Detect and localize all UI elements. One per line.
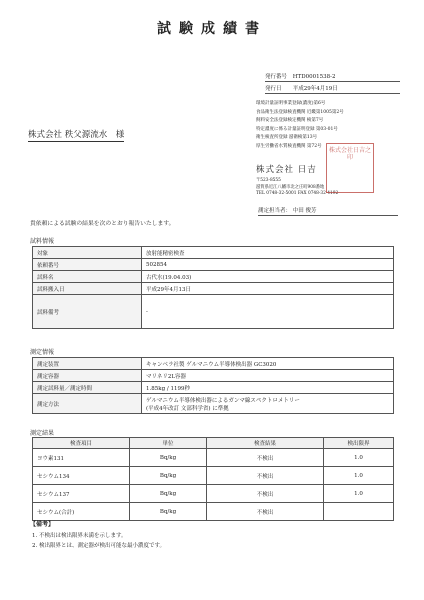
table-value: 放射能精密検査 [142, 247, 394, 259]
issue-date-label: 発行日 [265, 86, 282, 92]
measurement-info-table [32, 357, 394, 414]
table-cell: Bq/kg [130, 449, 207, 467]
manager-label: 測定担当者： [258, 208, 292, 214]
table-row [33, 283, 394, 295]
registration-item: 衛生検査所登録 滋衛検第13号 [256, 135, 318, 140]
table-row [33, 467, 394, 485]
table-value [142, 394, 394, 414]
table-value: マリネリ2L容器 [142, 370, 394, 382]
column-header: 単位 [130, 438, 207, 449]
registration-item: 食品衛生法登録検査機関 近畿第1005第2号 [256, 109, 344, 115]
table-value: 平成29年4月13日 [142, 283, 394, 295]
table-row [33, 382, 394, 394]
column-header: 検査結果 [207, 438, 324, 449]
table-value: 1.85kg / 1199秒 [142, 382, 394, 394]
table-value: - [142, 295, 394, 329]
table-cell: 不検出 [207, 485, 324, 503]
table-key: 試料名 [33, 271, 142, 283]
document-title: 試験成績書 [157, 21, 267, 37]
registration-item: 特定濃度に係る計量証明登録 第03-01号 [256, 126, 338, 132]
results-heading: 測定結果 [30, 430, 55, 437]
manager-name: 中田 俊芳 [292, 208, 317, 214]
table-row [33, 247, 394, 259]
table-row [33, 370, 394, 382]
results-table [32, 437, 394, 521]
table-cell: 不検出 [207, 503, 324, 521]
table-row [33, 358, 394, 370]
table-key: 試料備考 [33, 295, 142, 329]
company-seal: 株式会社日吉之印 [326, 143, 374, 193]
sample-info-heading: 試料情報 [30, 238, 55, 245]
issue-date-row [265, 84, 400, 94]
table-row [33, 394, 394, 414]
column-header: 検出限界 [324, 438, 394, 449]
client-name: 株式会社 秩父源流水 様 [28, 130, 125, 140]
company-address: 滋賀県近江八幡市北之庄町908番地 [256, 185, 325, 190]
sample-info-table [32, 246, 394, 329]
table-cell: セシウム(合計) [33, 503, 130, 521]
table-header-row [33, 438, 394, 449]
table-cell: 1.0 [324, 485, 394, 503]
table-key: 測定試料量／測定時間 [33, 382, 142, 394]
table-row [33, 449, 394, 467]
table-key: 測定容器 [33, 370, 142, 382]
table-row [33, 271, 394, 283]
table-cell: 不検出 [207, 467, 324, 485]
table-cell: Bq/kg [130, 467, 207, 485]
manager-row [258, 206, 398, 216]
table-key: 対象 [33, 247, 142, 259]
table-row [33, 485, 394, 503]
table-key: 依頼番号 [33, 259, 142, 271]
method-line: (平成4年改訂 文部科学省) に準拠 [146, 405, 229, 412]
table-cell: 1.0 [324, 467, 394, 485]
table-key: 測定方法 [33, 394, 142, 414]
table-cell: Bq/kg [130, 503, 207, 521]
registration-item: 環境計量証明事業登録(濃度)第6号 [256, 101, 326, 106]
intro-text: 貴依頼による試験の結果を次のとおり報告いたします。 [30, 221, 175, 227]
measurement-info-heading: 測定情報 [30, 349, 55, 356]
table-value: 502854 [142, 259, 394, 271]
table-cell: Bq/kg [130, 485, 207, 503]
table-value: 古代水(19.04.03) [142, 271, 394, 283]
issue-number-label: 発行番号 [265, 74, 288, 80]
method-line: ゲルマニウム半導体検出器によるガンマ線スペクトロメトリー [146, 397, 300, 404]
registration-item: 厚生労働省水質検査機関 第72号 [256, 143, 322, 149]
issue-number-row [265, 72, 400, 82]
company-tel: TEL 0748-32-5001 FAX 0748-32-4192 [256, 191, 339, 196]
note-item: 2. 検出限界とは、測定器が検出可能な最小濃度です。 [32, 543, 166, 549]
table-row [33, 503, 394, 521]
table-row [33, 295, 394, 329]
note-item: 1. 不検出は検出限界未満を示します。 [32, 533, 127, 539]
column-header: 検査項目 [33, 438, 130, 449]
registration-item: 飼料安全法登録検定機関 検第7号 [256, 118, 324, 123]
table-cell: 1.0 [324, 449, 394, 467]
table-cell: セシウム137 [33, 485, 130, 503]
issue-date-value: 平成29年4月19日 [292, 86, 338, 92]
table-key: 試料搬入日 [33, 283, 142, 295]
table-row [33, 259, 394, 271]
company-postal: 〒523-8555 [256, 178, 281, 183]
table-cell [324, 503, 394, 521]
table-key: 測定装置 [33, 358, 142, 370]
table-cell: ヨウ素131 [33, 449, 130, 467]
company-name: 株式会社 日吉 [256, 165, 317, 175]
table-value: キャンベラ社製 ゲルマニウム半導体検出器 GC3020 [142, 358, 394, 370]
table-cell: セシウム134 [33, 467, 130, 485]
table-cell: 不検出 [207, 449, 324, 467]
notes-title: 【備考】 [30, 521, 55, 528]
issue-number-value: HTD0001538-2 [292, 74, 336, 80]
